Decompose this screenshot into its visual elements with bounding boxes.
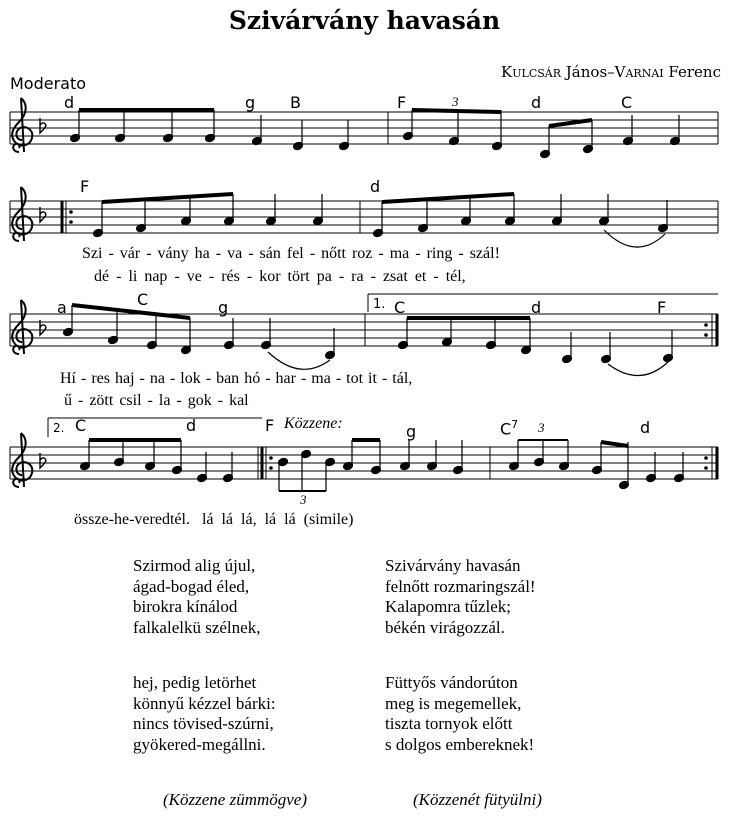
hyphen: - — [116, 268, 122, 285]
hyphen: - — [265, 370, 271, 387]
lyric-syllable: ring — [426, 245, 453, 262]
staff-4 — [10, 418, 718, 479]
hyphen: - — [139, 370, 145, 387]
lyric-syllable: ha — [194, 245, 210, 262]
verse-right-1 — [385, 556, 536, 638]
triplet-mark-1: 3 — [452, 94, 459, 109]
hyphen: - — [176, 392, 182, 409]
verse-line: könnyű kézzel bárki: — [133, 693, 276, 713]
hyphen: - — [458, 245, 464, 262]
performance-note-right: (Közzenét fütyülni) — [413, 790, 542, 809]
verse-line: falkalelkü szélnek, — [133, 617, 261, 637]
hyphen: - — [81, 370, 87, 387]
verse-left-2 — [133, 673, 276, 755]
verse-line: ágad-bogad éled, — [133, 576, 250, 596]
lyrics-line — [82, 245, 506, 263]
lyric-syllable: ma — [311, 370, 331, 387]
lyric-syllable: rés — [221, 268, 240, 285]
chord-symbol: C — [75, 416, 87, 435]
triplet-mark-3: 3 — [538, 420, 545, 435]
lyric-syllable: dé — [94, 268, 110, 285]
chord-symbol — [500, 418, 518, 438]
hyphen: - — [415, 245, 421, 262]
lyrics-line: össze-he-veredtél. lá lá lá, lá lá (simile) — [74, 511, 354, 528]
hyphen: - — [335, 370, 342, 387]
chord-symbol: g — [218, 298, 229, 317]
volta-2: 2. — [53, 421, 65, 435]
verse-line: békén virágozzál. — [385, 617, 505, 637]
hyphen: - — [217, 392, 224, 409]
lyric-syllable: li — [128, 268, 138, 285]
staff-2 — [10, 201, 718, 233]
chord-symbol: d — [531, 298, 542, 317]
chord-symbol: d — [64, 93, 75, 112]
lyric-syllable: vár — [119, 245, 141, 262]
chord-symbol: C — [394, 298, 406, 317]
chord-symbol: C — [137, 290, 149, 309]
lyric-syllable: ma — [389, 245, 410, 262]
verse-line: s dolgos embereknek! — [385, 734, 535, 754]
lyric-syllable: res — [91, 370, 110, 387]
lyrics-line — [60, 370, 417, 388]
chord-symbol: F — [265, 416, 275, 435]
lyric-syllable: zsat — [382, 268, 408, 285]
chord-symbol: d — [186, 416, 197, 435]
tempo-marking: Moderato — [10, 74, 87, 93]
hyphen: - — [215, 245, 222, 262]
verse-line: meg is megemellek, — [385, 693, 522, 713]
system2-notes — [93, 194, 669, 247]
chord-symbol: g — [245, 93, 256, 112]
author2-given: Ferenc — [668, 63, 721, 81]
chord-symbol: a — [57, 298, 67, 317]
lyric-syllable: vány — [157, 245, 189, 262]
lyric-syllable: tört — [287, 268, 310, 285]
lyric-syllable: va — [227, 245, 243, 262]
lyric-syllable: zött — [89, 392, 114, 409]
lyrics-line — [64, 392, 255, 410]
hyphen: - — [174, 268, 180, 285]
hyphen: - — [78, 392, 84, 409]
lyric-syllable: kor — [259, 268, 281, 285]
lyric-syllable: szál! — [469, 245, 500, 262]
lyric-syllable: it — [368, 370, 377, 387]
hyphen: - — [205, 370, 212, 387]
lyric-syllable: kal — [229, 392, 249, 409]
chord-symbol: g — [406, 422, 417, 441]
chord-symbol: F — [397, 93, 407, 112]
lyric-syllable: ra — [351, 268, 364, 285]
lyric-syllable: Szi — [82, 245, 103, 262]
author2-surname: Varnai — [614, 63, 664, 81]
volta-1: 1. — [373, 297, 386, 312]
verse-line: gyökered-megállni. — [133, 734, 266, 754]
verse-right-2 — [385, 673, 534, 755]
hyphen: - — [108, 245, 114, 262]
lyric-syllable: la — [158, 392, 171, 409]
hyphen: - — [147, 392, 153, 409]
hyphen: - — [146, 245, 152, 262]
performance-note-left: (Közzene zümmögve) — [163, 790, 307, 809]
hyphen: - — [246, 268, 253, 285]
hyphen: - — [433, 268, 439, 285]
lyric-syllable: nőtt — [321, 245, 346, 262]
chord-symbol: d — [640, 418, 651, 437]
lyric-syllable: Hí — [60, 370, 76, 387]
chord-symbol: d — [370, 177, 381, 196]
author1-given: János — [565, 63, 608, 81]
lyric-syllable: hó — [244, 370, 261, 387]
verse-line: Szirmod alig újul, — [133, 556, 256, 575]
author1-surname: Kulcsár — [501, 63, 562, 81]
lyric-syllable: sán — [259, 245, 281, 262]
verse-line: Szivárvány havasán — [385, 556, 521, 575]
lyric-syllable: na — [149, 370, 165, 387]
verse-line: tiszta tornyok előtt — [385, 714, 513, 733]
lyric-syllable: ű — [64, 392, 72, 409]
hyphen: - — [309, 245, 316, 262]
lyric-syllable: har — [275, 370, 296, 387]
lyric-syllable: ban — [216, 370, 240, 387]
verse-line: nincs tövised-szúrni, — [133, 714, 274, 733]
verse-line: felnőtt rozmaringszál! — [385, 576, 536, 596]
hyphen: - — [248, 245, 254, 262]
hyphen: - — [169, 370, 176, 387]
verse-left-1 — [133, 556, 260, 638]
hyphen: - — [370, 268, 376, 285]
system4-notes — [80, 438, 685, 491]
system3-notes — [63, 305, 674, 376]
lyric-syllable: lok — [180, 370, 201, 387]
lyric-syllable: tél, — [445, 268, 466, 285]
triplet-mark-2: 3 — [300, 492, 307, 507]
lyric-syllable: haj — [114, 370, 135, 387]
hyphen: - — [300, 370, 307, 387]
chord-symbol: B — [290, 93, 301, 112]
lyric-syllable: tál, — [392, 370, 413, 387]
chord-root: C — [500, 419, 512, 439]
lyric-syllable: gok — [187, 392, 212, 409]
lyric-syllable: pa — [316, 268, 332, 285]
verse-line: hej, pedig letörhet — [133, 673, 257, 692]
hyphen: - — [378, 245, 384, 262]
lyric-syllable: nap — [144, 268, 168, 285]
lyric-syllable: roz — [351, 245, 373, 262]
lyric-syllable: tot — [346, 370, 364, 387]
verse-line: birokra kínálod — [133, 597, 238, 616]
lyric-syllable: ve — [186, 268, 202, 285]
lyric-syllable: et — [414, 268, 427, 285]
song-title: Szivárvány havasán — [228, 6, 501, 35]
chord-symbol: F — [80, 177, 90, 196]
interlude-label: Közzene: — [284, 415, 343, 432]
chord-symbol: C — [621, 93, 633, 112]
lyric-syllable: fel — [286, 245, 304, 262]
chord-symbol: d — [531, 93, 542, 112]
hyphen: - — [338, 268, 345, 285]
system1-notes — [70, 110, 681, 159]
chord-symbol: F — [657, 298, 667, 317]
hyphen: - — [208, 268, 215, 285]
chord-extension: 7 — [511, 418, 519, 431]
verse-line: Kalapomra tűzlek; — [385, 597, 512, 616]
lyrics-line — [94, 268, 473, 286]
author-separator: – — [607, 63, 615, 81]
lyric-syllable: csil — [119, 392, 142, 409]
verse-line: Füttyős vándorúton — [385, 673, 518, 692]
hyphen: - — [381, 370, 388, 387]
